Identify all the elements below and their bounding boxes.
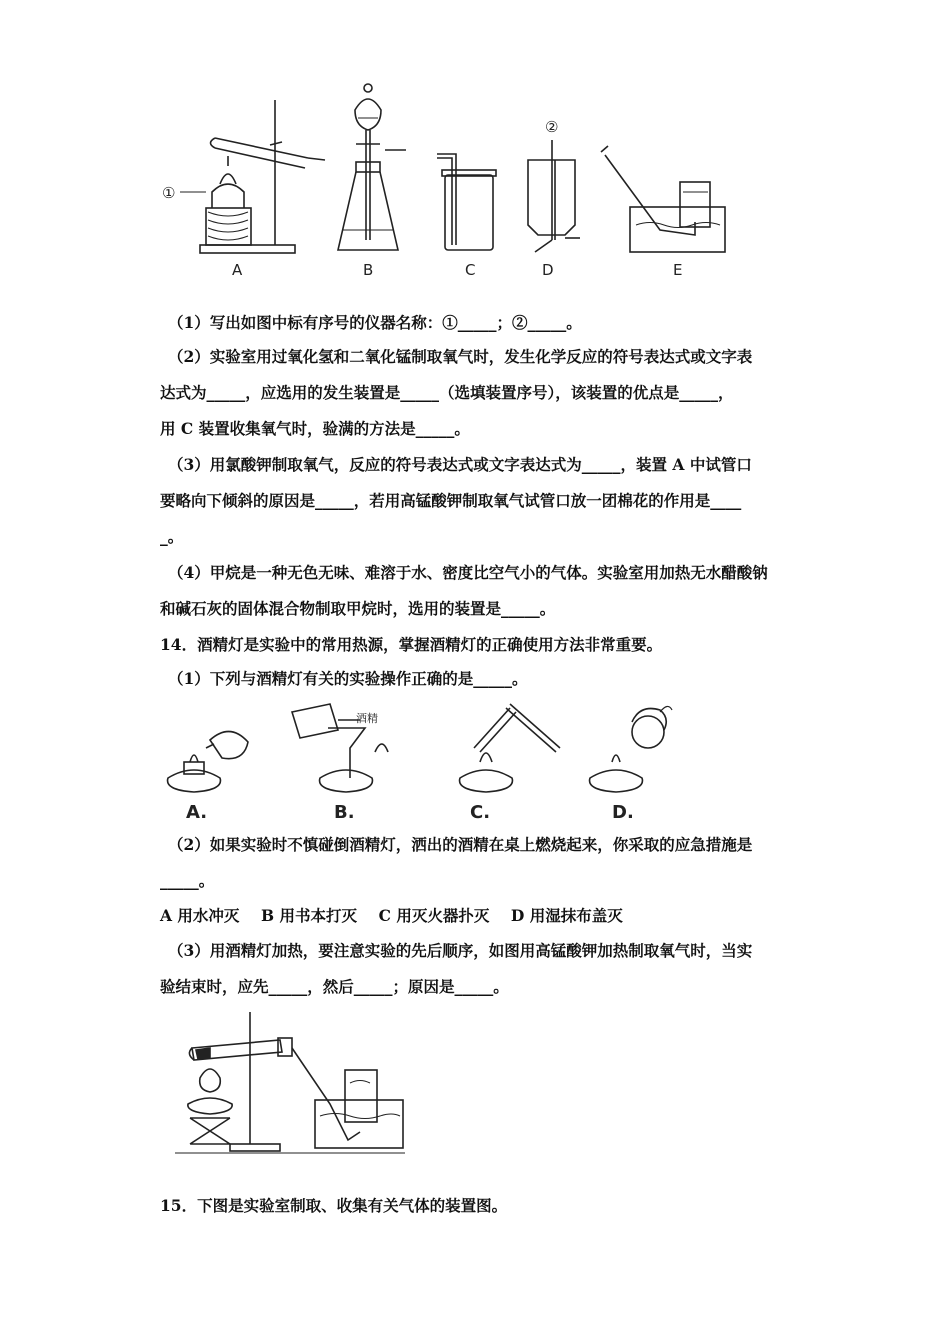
marker-1: ①	[162, 184, 176, 202]
alcohol-label: 酒精	[356, 712, 378, 725]
q13-part3-line2: 要略向下倾斜的原因是_____，若用高锰酸钾制取氧气试管口放一团棉花的作用是____	[160, 491, 742, 510]
apparatus-d-collector	[528, 140, 580, 252]
q13-part2-line2: 达式为_____，应选用的发生装置是_____（选填装置序号），该装置的优点是_____，	[160, 383, 734, 402]
label-e: E	[673, 261, 683, 279]
q14-part1: （1）下列与酒精灯有关的实验操作正确的是_____。	[168, 669, 528, 688]
q13-part4-line1: （4）甲烷是一种无色无味、难溶于水、密度比空气小的气体。实验室用加热无水醋酸钠	[168, 563, 768, 582]
apparatus-b-funnel-flask	[338, 84, 406, 250]
q13-part1: （1）写出如图中标有序号的仪器名称：①_____；②_____。	[168, 313, 582, 332]
kmno4-oxygen-setup-figure	[170, 1008, 410, 1158]
q13-part2-line1: （2）实验室用过氧化氢和二氧化锰制取氧气时，发生化学反应的符号表达式或文字表	[168, 347, 753, 366]
alcohol-lamp-figure	[160, 700, 680, 828]
label-b: B	[363, 261, 374, 279]
q14-title: 14．酒精灯是实验中的常用热源，掌握酒精灯的正确使用方法非常重要。	[160, 635, 663, 654]
label-a: A	[232, 261, 243, 279]
lamp-label-c: C.	[470, 802, 491, 823]
q14-options: A 用水冲灭 B 用书本打灭 C 用灭火器扑灭 D 用湿抹布盖灭	[160, 906, 623, 925]
apparatus-figure	[160, 80, 740, 285]
option-d-blowing-flame	[590, 706, 672, 792]
marker-2: ②	[545, 118, 559, 136]
q14-part2-line2: _____。	[160, 871, 215, 890]
q13-part2-line3: 用 C 装置收集氧气时，验满的方法是_____。	[160, 419, 470, 438]
q14-part2-line1: （2）如果实验时不慎碰倒酒精灯，洒出的酒精在桌上燃烧起来，你采取的应急措施是	[168, 835, 753, 854]
option-c-heating-tube	[460, 704, 560, 792]
apparatus-e-water-trough	[601, 146, 725, 252]
q14-part3-line1: （3）用酒精灯加热，要注意实验的先后顺序，如图用高锰酸钾加热制取氧气时，当实	[168, 941, 753, 960]
q14-part3-line2: 验结束时，应先_____，然后_____；原因是_____。	[160, 977, 509, 996]
option-a-lamp-to-lamp	[168, 731, 248, 792]
label-c: C	[465, 261, 476, 279]
label-d: D	[542, 261, 554, 279]
apparatus-c-gas-jar	[437, 154, 496, 250]
lamp-label-b: B.	[334, 802, 355, 823]
apparatus-a-heating-setup	[200, 100, 325, 253]
q13-part4-line2: 和碱石灰的固体混合物制取甲烷时，选用的装置是_____。	[160, 599, 556, 618]
lamp-label-d: D.	[612, 802, 634, 823]
q15-title: 15．下图是实验室制取、收集有关气体的装置图。	[160, 1196, 508, 1215]
q13-part3-line1: （3）用氯酸钾制取氧气，反应的符号表达式或文字表达式为_____，装置 A 中试管口	[168, 455, 752, 474]
q13-part3-line3: _。	[160, 527, 184, 546]
lamp-label-a: A.	[186, 802, 208, 823]
